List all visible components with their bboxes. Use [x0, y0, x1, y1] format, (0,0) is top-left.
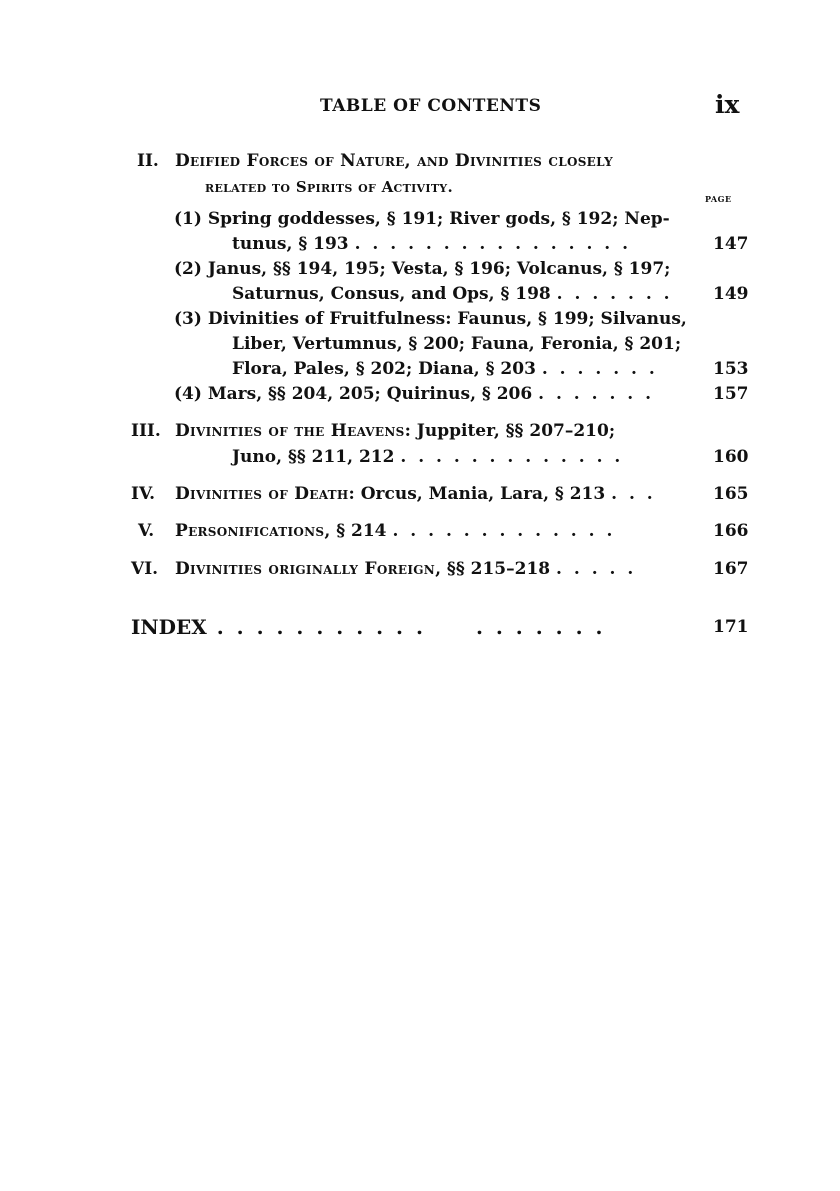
section-numeral: VI.: [131, 559, 159, 579]
page-number: ix: [715, 90, 740, 119]
toc-entry-page: 167: [713, 559, 749, 579]
running-head: TABLE OF CONTENTS: [320, 96, 542, 116]
section-title: Divinities of Death: Orcus, Mania, Lara, § 213 . . .: [175, 484, 656, 504]
leader-dots: . . . . . . .: [538, 384, 655, 404]
toc-entry-line: (2) Janus, §§ 194, 195; Vesta, § 196; Volcanus, § 197;: [174, 259, 671, 279]
section-numeral: III.: [131, 421, 161, 441]
toc-entry-line: Saturnus, Consus, and Ops, § 198 . . . . . . .: [232, 284, 673, 304]
leader-dots: . . . . . . . . . . . . .: [392, 521, 616, 541]
section-title: Divinities of the Heavens: Juppiter, §§ 207–210;: [175, 421, 616, 441]
index-page: 171: [713, 617, 749, 637]
leader-dots: . . . . . . .: [541, 359, 658, 379]
index-entry: INDEX . . . . . . . . . . . . . . . . . .: [131, 615, 606, 639]
leader-dots: . . . . . . . . . . .: [206, 615, 426, 639]
toc-entry-page: 149: [713, 284, 749, 304]
toc-entry-line: (1) Spring goddesses, § 191; River gods, § 192; Nep-: [174, 209, 670, 229]
leader-dots: . . . . . . . . . . . . . . . .: [354, 234, 632, 254]
toc-entry-page: 166: [713, 521, 749, 541]
toc-entry-page: 157: [713, 384, 749, 404]
section-title: Deified Forces of Nature, and Divinities closely: [175, 151, 613, 171]
leader-dots: . . . . . . .: [475, 615, 606, 639]
section-title-continued: related to Spirits of Activity.: [205, 178, 453, 196]
toc-entry-line: (4) Mars, §§ 204, 205; Quirinus, § 206 . . . . . . .: [174, 384, 655, 404]
page-column-label: PAGE: [705, 194, 732, 204]
section-numeral: IV.: [131, 484, 156, 504]
toc-entry-page: 147: [713, 234, 749, 254]
toc-entry-line: tunus, § 193 . . . . . . . . . . . . . . . .: [232, 234, 632, 254]
leader-dots: . . . . .: [556, 559, 637, 579]
section-numeral: V.: [138, 521, 155, 541]
leader-dots: . . . . . . . . . . . . .: [400, 447, 624, 467]
toc-entry-page: 160: [713, 447, 749, 467]
toc-entry-page: 165: [713, 484, 749, 504]
toc-entry-line: Flora, Pales, § 202; Diana, § 203 . . . . . . .: [232, 359, 658, 379]
toc-entry-page: 153: [713, 359, 749, 379]
toc-entry-line: Juno, §§ 211, 212 . . . . . . . . . . . . .: [232, 447, 624, 467]
leader-dots: . . .: [611, 484, 656, 504]
toc-entry-line: Liber, Vertumnus, § 200; Fauna, Feronia, § 201;: [232, 334, 682, 354]
section-title: Divinities originally Foreign, §§ 215–218 . . . . .: [175, 559, 637, 579]
toc-entry-line: (3) Divinities of Fruitfulness: Faunus, § 199; Silvanus,: [174, 309, 687, 329]
section-numeral: II.: [137, 151, 159, 171]
leader-dots: . . . . . . .: [556, 284, 673, 304]
section-title: Personifications, § 214 . . . . . . . . . . . . .: [175, 521, 616, 541]
